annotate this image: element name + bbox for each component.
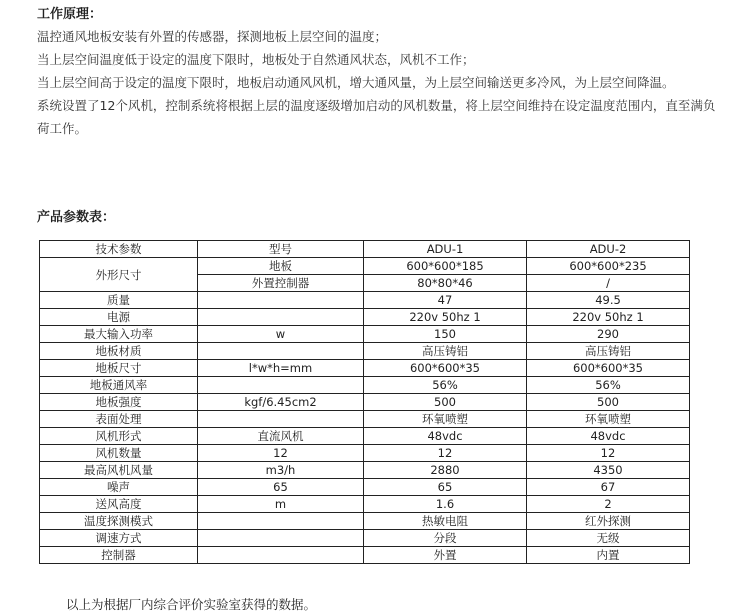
table-cell: 1.6 xyxy=(364,496,527,513)
table-cell: 内置 xyxy=(527,547,690,564)
table-row xyxy=(40,428,690,445)
table-cell: 高压铸铝 xyxy=(364,343,527,360)
table-row xyxy=(40,394,690,411)
table-cell xyxy=(198,377,364,394)
table-cell: 56% xyxy=(527,377,690,394)
table-cell: 600*600*35 xyxy=(364,360,527,377)
principle-line-2: 当上层空间温度低于设定的温度下限时，地板处于自然通风状态，风机不工作； xyxy=(37,52,475,67)
table-cell: 65 xyxy=(364,479,527,496)
table-cell: 80*80*46 xyxy=(364,275,527,292)
table-cell: 地板通风率 xyxy=(40,377,198,394)
table-cell: 500 xyxy=(527,394,690,411)
params-title: 产品参数表： xyxy=(37,210,116,225)
table-cell: 12 xyxy=(364,445,527,462)
table-cell: 56% xyxy=(364,377,527,394)
table-cell: 风机数量 xyxy=(40,445,198,462)
table-row xyxy=(40,377,690,394)
table-row xyxy=(40,530,690,547)
table-cell xyxy=(198,547,364,564)
table-row xyxy=(40,343,690,360)
table-cell: 2880 xyxy=(364,462,527,479)
table-cell: 220v 50hz 1 xyxy=(527,309,690,326)
table-row xyxy=(40,326,690,343)
table-cell: 电源 xyxy=(40,309,198,326)
table-row xyxy=(40,360,690,377)
table-row xyxy=(40,513,690,530)
principle-line-3: 当上层空间高于设定的温度下限时，地板启动通风风机，增大通风量，为上层空间输送更多冷风，为上层空间降温。 xyxy=(37,75,675,90)
table-cell: 表面处理 xyxy=(40,411,198,428)
table-cell: 4350 xyxy=(527,462,690,479)
table-header-row xyxy=(40,241,690,258)
table-cell: m3/h xyxy=(198,462,364,479)
table-cell xyxy=(198,513,364,530)
table-row xyxy=(40,292,690,309)
table-cell: 质量 xyxy=(40,292,198,309)
table-cell xyxy=(198,309,364,326)
table-cell xyxy=(198,292,364,309)
table-cell: 2 xyxy=(527,496,690,513)
table-cell xyxy=(198,530,364,547)
table-cell: 地板材质 xyxy=(40,343,198,360)
table-cell: 500 xyxy=(364,394,527,411)
table-row xyxy=(40,462,690,479)
table-row xyxy=(40,445,690,462)
table-cell: 12 xyxy=(527,445,690,462)
table-row xyxy=(40,411,690,428)
table-cell: 600*600*185 xyxy=(364,258,527,275)
table-cell: 外置控制器 xyxy=(198,275,364,292)
table-cell: 地板尺寸 xyxy=(40,360,198,377)
table-cell: 12 xyxy=(198,445,364,462)
table-cell xyxy=(198,411,364,428)
table-cell: 分段 xyxy=(364,530,527,547)
table-cell: 48vdc xyxy=(527,428,690,445)
table-cell: 温度探测模式 xyxy=(40,513,198,530)
table-cell xyxy=(198,343,364,360)
footnote: 以上为根据厂内综合评价实验室获得的数据。 xyxy=(66,597,317,612)
table-cell: 风机形式 xyxy=(40,428,198,445)
table-row xyxy=(40,309,690,326)
principle-line-4: 系统设置了12个风机，控制系统将根据上层的温度逐级增加启动的风机数量，将上层空间维持在设定温度范围内，直至满负荷工作。 xyxy=(37,98,716,136)
size-label-cell: 外形尺寸 xyxy=(40,258,198,292)
table-cell: kgf/6.45cm2 xyxy=(198,394,364,411)
table-cell: 220v 50hz 1 xyxy=(364,309,527,326)
header-cell: 技术参数 xyxy=(40,241,198,258)
table-cell: / xyxy=(527,275,690,292)
table-cell: 送风高度 xyxy=(40,496,198,513)
principle-title: 工作原理： xyxy=(37,7,103,22)
table-cell: 地板强度 xyxy=(40,394,198,411)
table-cell: 高压铸铝 xyxy=(527,343,690,360)
header-cell: ADU-2 xyxy=(527,241,690,258)
table-cell: 噪声 xyxy=(40,479,198,496)
header-cell: 型号 xyxy=(198,241,364,258)
table-cell: 外置 xyxy=(364,547,527,564)
table-cell: m xyxy=(198,496,364,513)
table-cell: 48vdc xyxy=(364,428,527,445)
table-cell: 150 xyxy=(364,326,527,343)
table-cell: 65 xyxy=(198,479,364,496)
table-cell: 49.5 xyxy=(527,292,690,309)
table-cell: 直流风机 xyxy=(198,428,364,445)
table-cell: 无级 xyxy=(527,530,690,547)
table-row xyxy=(40,258,690,275)
table-cell: 290 xyxy=(527,326,690,343)
table-cell: 67 xyxy=(527,479,690,496)
table-cell: 600*600*235 xyxy=(527,258,690,275)
table-cell: l*w*h=mm xyxy=(198,360,364,377)
table-cell: 最高风机风量 xyxy=(40,462,198,479)
table-cell: 调速方式 xyxy=(40,530,198,547)
principle-text xyxy=(37,25,727,140)
table-cell: 控制器 xyxy=(40,547,198,564)
table-cell: 环氧喷塑 xyxy=(364,411,527,428)
table-cell: 47 xyxy=(364,292,527,309)
table-row xyxy=(40,496,690,513)
table-row xyxy=(40,547,690,564)
table-row xyxy=(40,479,690,496)
table-cell: w xyxy=(198,326,364,343)
header-cell: ADU-1 xyxy=(364,241,527,258)
table-cell: 红外探测 xyxy=(527,513,690,530)
table-cell: 环氧喷塑 xyxy=(527,411,690,428)
table-cell: 热敏电阻 xyxy=(364,513,527,530)
table-cell: 最大输入功率 xyxy=(40,326,198,343)
table-cell: 600*600*35 xyxy=(527,360,690,377)
table-cell: 地板 xyxy=(198,258,364,275)
params-table xyxy=(39,240,690,564)
principle-line-1: 温控通风地板安装有外置的传感器，探测地板上层空间的温度； xyxy=(37,29,388,44)
